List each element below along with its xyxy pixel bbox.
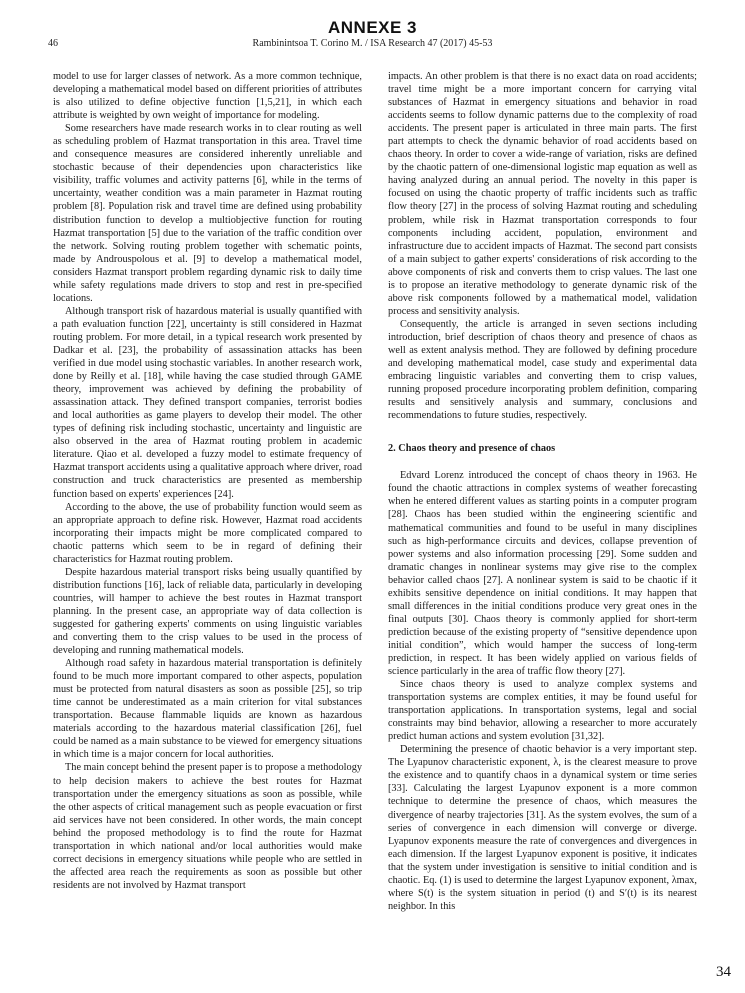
- section-heading: 2. Chaos theory and presence of chaos: [388, 443, 556, 455]
- paragraph: The main concept behind the present paper is to propose a methodology to help decision makers to achieve the best routes for Hazmat transportation under the emergency situations as soon as possible, while the other aspects of critical management such as people evacuation or first aid services have not been considered. In other words, the main concept behind the proposed methodology is to find the route for Hazmat transportation in which national and/or local authorities would make correct decisions in emergency situations while people who are settled in the affected area reach the requirements as soon as possible but other residents are not involved by Hazmat transport: [53, 762, 362, 891]
- journal-page-number: 46: [48, 38, 58, 49]
- paragraph: Determining the presence of chaotic behavior is a very important step. The Lyapunov characteristic exponent, λ, is the clearest measure to prove the existence and to quantify chaos in a dynamical system or time series [33]. Calculating the largest Lyapunov exponent is a more common technique to determine the presence of chaos, which measures the divergence of nearby trajectories [31]. As the system evolves, the sum of a series of convergence in each dimension will converge or diverge. Lyapunov exponents measure the rate of convergences and divergences in each dimension. If the largest Lyapunov exponent is positive, it indicates that the system under investigation is sensitive to initial condition and is chaotic. Eq. (1) is used to determine the largest Lyapunov exponent, λmax, where S(t) is the system situation in period (t) and S′(t) is its nearest neighbor. In this: [388, 744, 697, 912]
- paragraph: Some researchers have made research works in to clear routing as well as scheduling problem of Hazmat transportation in this area. Travel time and consequence measures are considered inherently unreliable and stochastic because of their dependencies upon characteristics like visibility, traffic volumes and activity patterns [6], while in the terms of uncertainty, weather condition was a main parameter in Hazmat routing problem [8]. Population risk and travel time are defined using probability distribution function to develop a multiobjective function for routing Hazmat transportation [5] due to the variation of the traffic condition over the network. Solving routing problem together with schematic points, made by Androuspolous et al. [9] to develop a mathematical model, considers Hazmat transport problem regarding dynamic risk to daily time while safety regulations made drivers to stop and rest in pre-specified locations.: [53, 123, 362, 304]
- annexe-title: ANNEXE 3: [327, 18, 418, 37]
- section-spacer: [388, 422, 697, 432]
- paragraph: Since chaos theory is used to analyze complex systems and transportation systems are complex entities, it may be found useful for transportation applications. In transportation systems, legal and social constraints may bind behavior, allowing a researcher to more accurately predict human actions and system evolution [31,32].: [388, 679, 697, 743]
- paragraph: model to use for larger classes of network. As a more common technique, developing a mathematical model based on different priorities of attributes is also utilized to define objective function [1,5,21], in which each attribute is weighted by own weight of importance for modeling.: [53, 71, 362, 122]
- right-column: [388, 70, 697, 913]
- paragraph: Edvard Lorenz introduced the concept of chaos theory in 1963. He found the chaotic attractions in complex systems of weather forecasting when he entered different values as starting points in a computer program [28]. Chaos has been studied within the engineering scientific and mathematical communities and found to be useful in many disciplines such as high-performance circuits and devices, collapse prevention of power systems and also information processing [29]. Some sudden and dramatic changes in nonlinear systems may give rise to the complex behavior called chaos [27]. A nonlinear system is said to be chaotic if it exhibits sensitive dependence on initial conditions. It may happen that small differences in the initial conditions produce very great ones in the final outputs [30]. Chaos theory is commonly applied for short-term prediction because of the existing property of “sensitive dependence upon initial condition”, which would hamper the success of long-term prediction, in respect. It has been widely applied on various fields of science particularly in the area of traffic flow theory [27].: [388, 470, 697, 678]
- paragraph: Although road safety in hazardous material transportation is definitely found to be much more important compared to other aspects, population must be protected from natural disasters as soon as possible [25], so trip time cannot be underestimated as a main criterion for vital substances transportation. Because flammable liquids are known as hazardous materials according to the hazardous material classification [26], fuel could be named as a main substance to be viewed for emergency situations in which time is a major concern for local authorities.: [53, 658, 362, 761]
- left-column: [53, 70, 362, 892]
- paragraph: Consequently, the article is arranged in seven sections including introduction, brief description of chaos theory and presence of chaos as well as extent analysis method. They are followed by defining procedure and developing mathematical model, case study and experimental data embracing linguistic variables and converting them to crisp values, running proposed procedure incorporating problem definition, comparing results and sensitively analysis and summary, conclusions and recommendations to future studies, respectively.: [388, 318, 697, 422]
- paragraph: Although transport risk of hazardous material is usually quantified with a path evaluation function [22], uncertainty is still considered in Hazmat routing problem. For more detail, in a typical research work presented by Dadkar et al. [23], the probability of assassination attacks has been verified in due model using stochastic variables. In another research work, done by Reilly et al. [18], while having the case studied through GAME theory, improvement was achieved by defining the probability of assassination attack. They defined transport companies, terrorist bodies and local authorities as game players to develop their model. The other types of defining risk including stochastic, uncertainty and linguistic are also observed in the area of Hazmat routing problem in academic literature. Qiao et al. developed a fuzzy model to estimate frequency of Hazmat transport accidents using a qualitative approach where driver, road construction and truck characteristics are presented as membership function based on experts' experiences [24].: [53, 305, 362, 500]
- running-head: Rambinintsoa T. Corino M. / ISA Research 47 (2017) 45-53: [252, 38, 493, 49]
- folio-page-number: 34: [716, 964, 731, 980]
- paragraph: Despite hazardous material transport risks being usually quantified by distribution functions [16], lack of reliable data, particularly in developing countries, will hamper to achieve the best routes in Hazmat transport planning. In the present case, an appropriate way of data collection is suggested for gathering experts' comments on using linguistic variables and converting them to the crisp values to be used in the process of developing and running mathematical models.: [53, 566, 362, 657]
- paragraph: According to the above, the use of probability function would seem as an appropriate approach to define risk. However, Hazmat road accidents incorporating their impacts might be more complicated compared to chaotic patterns which seem to be in regard of defining their characteristics for Hazmat routing problem.: [53, 501, 362, 565]
- paragraph: impacts. An other problem is that there is no exact data on road accidents; travel time might be a more important concern for carrying vital substances of Hazmat in emergency situations and behavior in road accidents seems to follow dynamic patterns due to the complexity of road accidents. The present paper is articulated in three main parts. The first part attempts to check the dynamic behavior of road accidents based on chaos theory. In order to cover a wide-range of variation, risks are defined by the chaotic pattern of one-dimensional logistic map equation as well as having analyzed during an annual period. The novelty in this paper is focused on using the chaotic property of traffic incidents such as traffic flow theory [27] in the process of solving Hazmat routing and scheduling problem, while risk in Hazmat transportation corresponds to four components including accident, population, environment and infrastructure due to accident impacts of Hazmat. The second part consists of a main subject to gather experts' considerations of risk according to the above components of risk and converts them to crisp values. The last one is to propose an iterative methodology to generate dynamic risk of the above risk components followed by a mathematical model, validation process and sensitivity analysis.: [388, 71, 697, 317]
